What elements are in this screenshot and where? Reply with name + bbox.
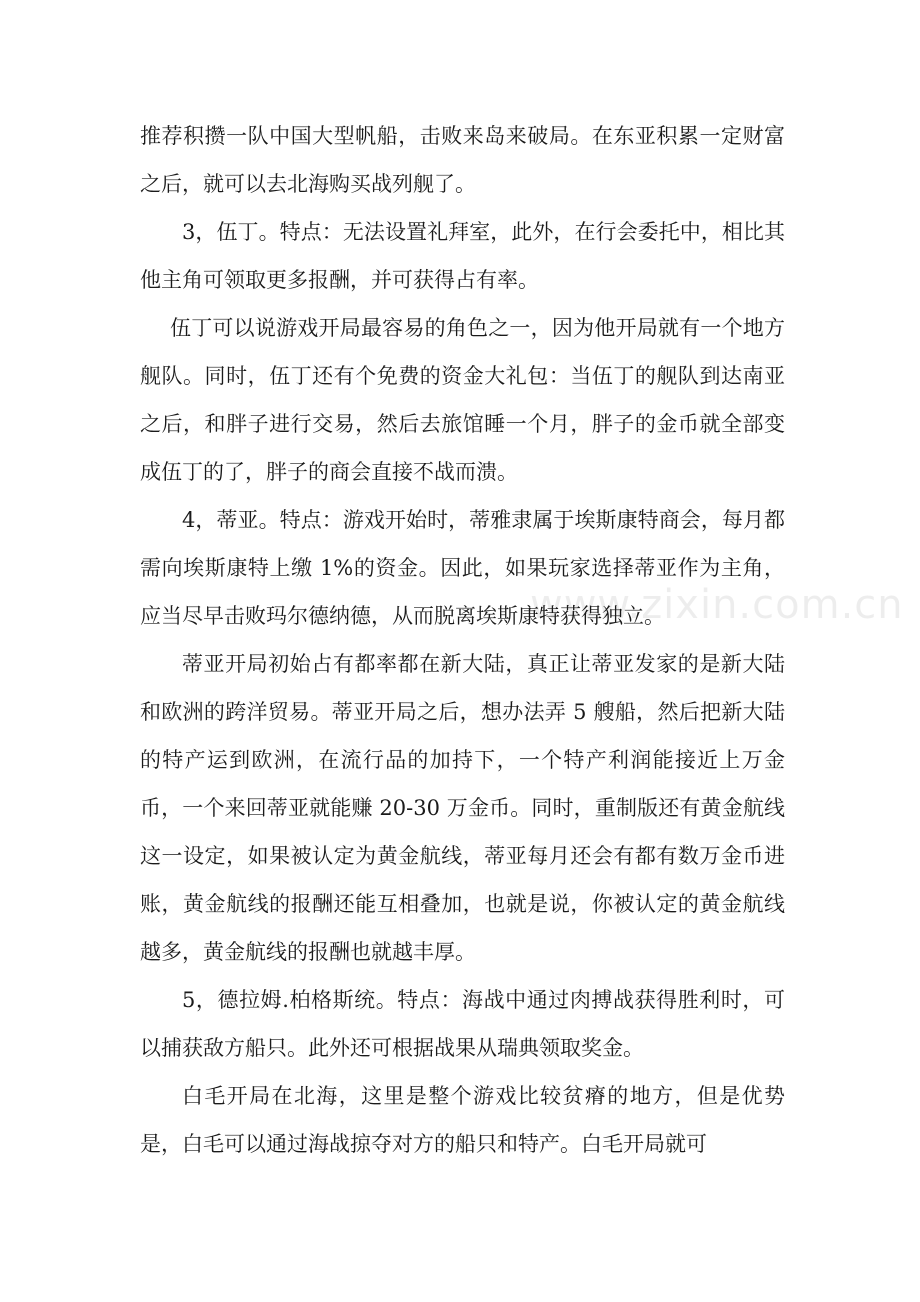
paragraph-section-5-heading: 5，德拉姆.柏格斯统。特点：海战中通过肉搏战获得胜利时，可以捕获敌方船只。此外还可根据战果从瑞典领取奖金。 <box>140 988 785 1060</box>
paragraph-continuation: 推荐积攒一队中国大型帆船，击败来岛来破局。在东亚积累一定财富之后，就可以去北海购买战列舰了。 <box>140 124 785 196</box>
paragraph-section-4-heading: 4，蒂亚。特点：游戏开始时，蒂雅隶属于埃斯康特商会，每月都需向埃斯康特上缴 1%的资金。因此，如果玩家选择蒂亚作为主角，应当尽早击败玛尔德纳德，从而脱离埃斯康特获得独立。 <box>140 508 785 628</box>
document-body <box>140 112 785 1168</box>
paragraph-section-3-heading: 3，伍丁。特点：无法设置礼拜室，此外，在行会委托中，相比其他主角可领取更多报酬，并可获得占有率。 <box>140 220 785 292</box>
paragraph-section-3-body: 伍丁可以说游戏开局最容易的角色之一，因为他开局就有一个地方舰队。同时，伍丁还有个免费的资金大礼包：当伍丁的舰队到达南亚之后，和胖子进行交易，然后去旅馆睡一个月，胖子的金币就全部变成伍丁的了，胖子的商会直接不战而溃。 <box>140 316 785 484</box>
paragraph-section-4-body: 蒂亚开局初始占有都率都在新大陆，真正让蒂亚发家的是新大陆和欧洲的跨洋贸易。蒂亚开局之后，想办法弄 5 艘船，然后把新大陆的特产运到欧洲，在流行品的加持下，一个特产利润能接近上万金币，一个来回蒂亚就能赚 20-30 万金币。同时，重制版还有黄金航线这一设定，如果被认定为黄金航线，蒂亚每月还会有都有数万金币进账，黄金航线的报酬还能互相叠加，也就是说，你被认定的黄金航线越多，黄金航线的报酬也就越丰厚。 <box>140 652 785 964</box>
paragraph-section-5-body: 白毛开局在北海，这里是整个游戏比较贫瘠的地方，但是优势是，白毛可以通过海战掠夺对方的船只和特产。白毛开局就可 <box>140 1084 785 1156</box>
watermark-text: www.zixin.com.cn <box>530 582 904 628</box>
